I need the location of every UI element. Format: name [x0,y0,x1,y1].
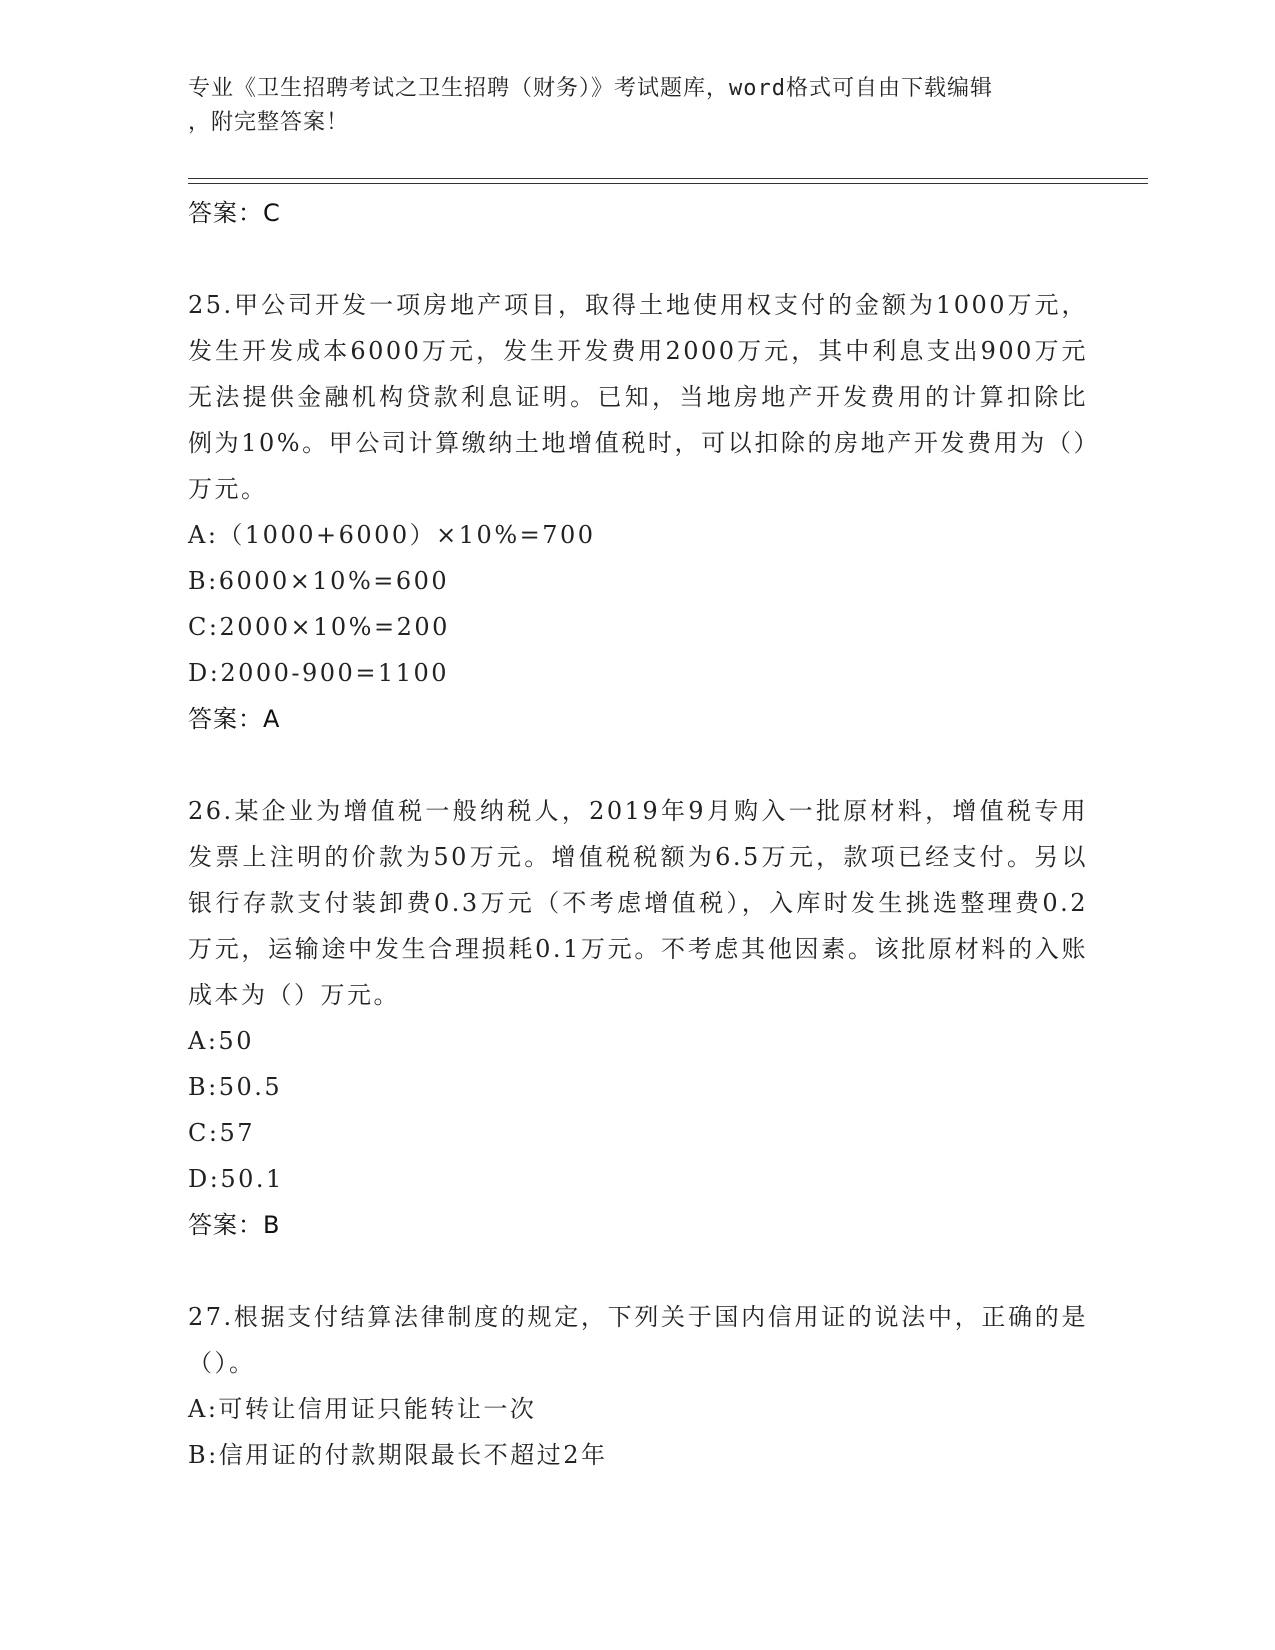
option-b: B:50.5 [188,1073,283,1101]
question-26 [188,788,1088,1248]
option-d: D:50.1 [188,1165,284,1193]
option-a: A:50 [188,1027,254,1055]
option-b: B:信用证的付款期限最长不超过2年 [188,1441,608,1469]
question-stem: 26.某企业为增值税一般纳税人，2019年9月购入一批原材料，增值税专用发票上注明的价款为50万元。增值税税额为6.5万元，款项已经支付。另以银行存款支付装卸费0.3万元（不考虑增值税），入库时发生挑选整理费0.2万元，运输途中发生合理损耗0.1万元。不考虑其他因素。该批原材料的入账成本为（）万元。 [188,797,1088,1009]
header-divider-bottom [188,183,1148,184]
header-divider-top [188,178,1148,179]
option-c: C:2000×10%=200 [188,613,450,641]
option-b: B:6000×10%=600 [188,567,450,595]
question-stem: 25.甲公司开发一项房地产项目，取得土地使用权支付的金额为1000万元，发生开发成本6000万元，发生开发费用2000万元，其中利息支出900万元无法提供金融机构贷款利息证明。已知，当地房地产开发费用的计算扣除比例为10%。甲公司计算缴纳土地增值税时，可以扣除的房地产开发费用为（）万元。 [188,291,1088,503]
option-d: D:2000-900=1100 [188,659,450,687]
answer-line: 答案：A [188,705,281,733]
option-c: C:57 [188,1119,255,1147]
answer-line: 答案：B [188,1211,281,1239]
option-a: A:（1000+6000）×10%=700 [188,521,596,549]
answer-line: 答案：C [188,199,281,227]
header-line-1: 专业《卫生招聘考试之卫生招聘（财务）》考试题库，word格式可自由下载编辑 [188,76,993,101]
option-a: A:可转让信用证只能转让一次 [188,1395,537,1423]
header-line-2: ，附完整答案！ [188,110,350,135]
question-stem: 27.根据支付结算法律制度的规定，下列关于国内信用证的说法中，正确的是（）。 [188,1303,1088,1377]
question-27 [188,1294,1088,1478]
document-header [188,72,1078,140]
question-list [188,190,1088,1478]
question-25 [188,282,1088,742]
